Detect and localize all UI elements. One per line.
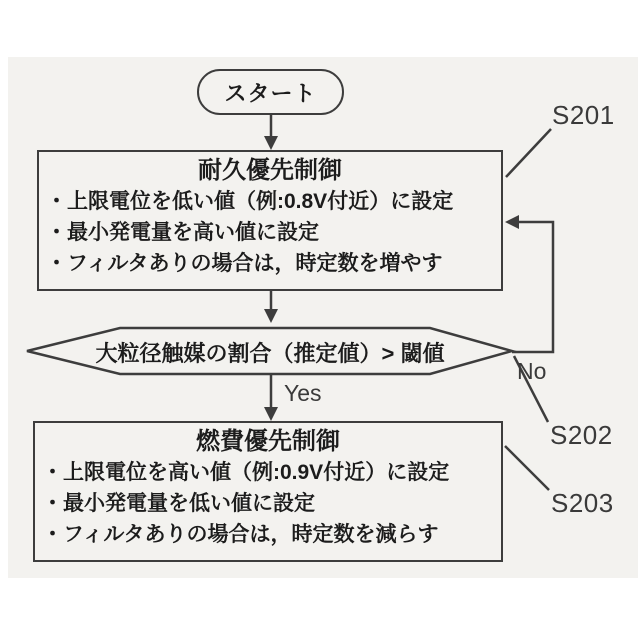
yes-label: Yes: [284, 380, 322, 406]
step-label-s201: S201: [552, 100, 615, 130]
process-box-s203: [33, 421, 503, 562]
s203-leader-line: [505, 446, 549, 490]
no-loop-arrowhead: [505, 215, 519, 229]
bullet-item: ・フィルタありの場合は，時定数を増やす: [46, 252, 443, 275]
bullet-item: ・フィルタありの場合は，時定数を減らす: [42, 523, 439, 546]
box2-bullet-list: [35, 457, 501, 550]
step-label-s202: S202: [550, 420, 613, 450]
bullet-item: ・上限電位を高い値（例:0.9V付近）に設定: [42, 461, 450, 484]
start-label: スタート: [224, 80, 317, 106]
box2-title: 燃費優先制御: [196, 428, 340, 455]
box1-bullet-list: [39, 186, 501, 279]
process-box-s201: [37, 150, 503, 291]
arrow-s201-to-s202-head: [264, 309, 278, 323]
arrow-start-to-s201-head: [264, 136, 278, 150]
no-label: No: [517, 358, 547, 384]
decision-condition-label: 大粒径触媒の割合（推定値）> 閾値: [95, 340, 445, 366]
no-loop-connector: [512, 222, 553, 352]
box1-title: 耐久優先制御: [198, 157, 342, 184]
s201-leader-line: [506, 129, 551, 177]
bullet-item: ・上限電位を低い値（例:0.8V付近）に設定: [46, 190, 454, 213]
bullet-item: ・最小発電量を高い値に設定: [46, 221, 319, 244]
start-node: [197, 69, 344, 115]
step-label-s203: S203: [551, 488, 614, 518]
arrow-yes-head: [264, 407, 278, 421]
bullet-item: ・最小発電量を低い値に設定: [42, 492, 315, 515]
